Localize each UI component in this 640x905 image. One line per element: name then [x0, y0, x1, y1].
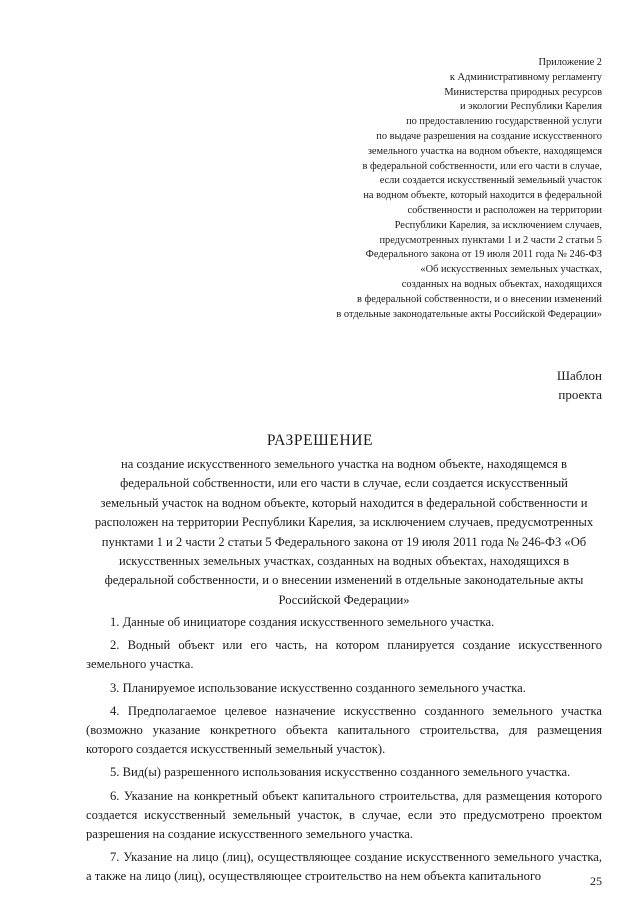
appendix-header [242, 56, 602, 322]
appendix-line: по предоставлению государственной услуги [406, 116, 602, 128]
list-item: 1. Данные об инициаторе создания искусственного земельного участка. [110, 615, 495, 629]
subtitle-line: федеральной собственности, или его части в случае, если создается искусственный [120, 476, 568, 491]
subtitle-line: земельный участок на водном объекте, который находится в федеральной собственности и [100, 495, 588, 510]
list-item: 3. Планируемое использование искусственно созданного земельного участка. [110, 680, 526, 695]
template-mark-line: Шаблон [556, 368, 602, 383]
appendix-line: «Об искусственных земельных участках, [420, 264, 602, 276]
appendix-line: в отдельные законодательные акты Российской Федерации» [336, 308, 602, 320]
subtitle-line: на создание искусственного земельного участка на водном объекте, находящемся в [120, 457, 568, 471]
subtitle-line: искусственных земельных участках, созданных на водных объектах, находящихся в [118, 554, 570, 569]
document-subtitle [86, 455, 602, 610]
list-item: 7. Указание на лицо (лиц), осуществляющее создание искусственного земельного участка, а также на лицо (лиц), осуществляющее строительство на нем объекта капитального [86, 850, 602, 884]
subtitle-line: федеральной собственности, и о внесении изменений в отдельные законодательные акты [104, 573, 584, 588]
template-mark-line: проекта [558, 387, 602, 402]
appendix-line: в федеральной собственности, и о внесении изменений [356, 293, 602, 305]
appendix-line: Приложение 2 [538, 57, 602, 68]
subtitle-line: пунктами 1 и 2 части 2 статьи 5 Федерального закона от 19 июля 2011 года № 246-ФЗ «Об [101, 534, 587, 549]
page-number: 25 [590, 874, 602, 888]
item-list [86, 613, 602, 891]
document-title: РАЗРЕШЕНИЕ [266, 432, 374, 449]
list-item: 5. Вид(ы) разрешенного использования искусственно созданного земельного участка. [110, 765, 571, 780]
list-item: 2. Водный объект или его часть, на котором планируется создание искусственного земельного участка. [86, 638, 602, 672]
appendix-line: по выдаче разрешения на создание искусственного [376, 130, 602, 142]
appendix-line: на водном объекте, который находится в федеральной [363, 190, 602, 202]
list-item: 6. Указание на конкретный объект капитального строительства, для размещения которого создается искусственный земельный участок, в случае, если это предусмотрено проектом разрешения на создание искусственного земельного участка. [86, 788, 602, 842]
appendix-line: земельного участка на водном объекте, находящемся [367, 145, 602, 157]
appendix-line: Министерства природных ресурсов [444, 86, 602, 98]
template-mark [557, 366, 602, 404]
subtitle-line: расположен на территории Республики Карелия, за исключением случаев, предусмотренных [94, 515, 594, 530]
subtitle-line: Российской Федерации» [278, 592, 410, 607]
appendix-line: Республики Карелия, за исключением случаев, [394, 219, 602, 231]
appendix-line: предусмотренных пунктами 1 и 2 части 2 статьи 5 [379, 234, 602, 246]
appendix-line: Федерального закона от 19 июля 2011 года № 246-ФЗ [365, 249, 602, 261]
appendix-line: созданных на водных объектах, находящихся [401, 278, 602, 290]
appendix-line: в федеральной собственности, или его части в случае, [362, 160, 602, 172]
appendix-line: собственности и расположен на территории [407, 204, 602, 216]
appendix-line: и экологии Республики Карелия [459, 101, 602, 113]
list-item: 4. Предполагаемое целевое назначение искусственно созданного земельного участка (возможно указание конкретного объекта капитального строительства, для размещения которого создается искусственный земельный участок). [86, 703, 602, 757]
appendix-line: к Административному регламенту [449, 71, 602, 83]
appendix-line: если создается искусственный земельный участок [379, 175, 602, 187]
